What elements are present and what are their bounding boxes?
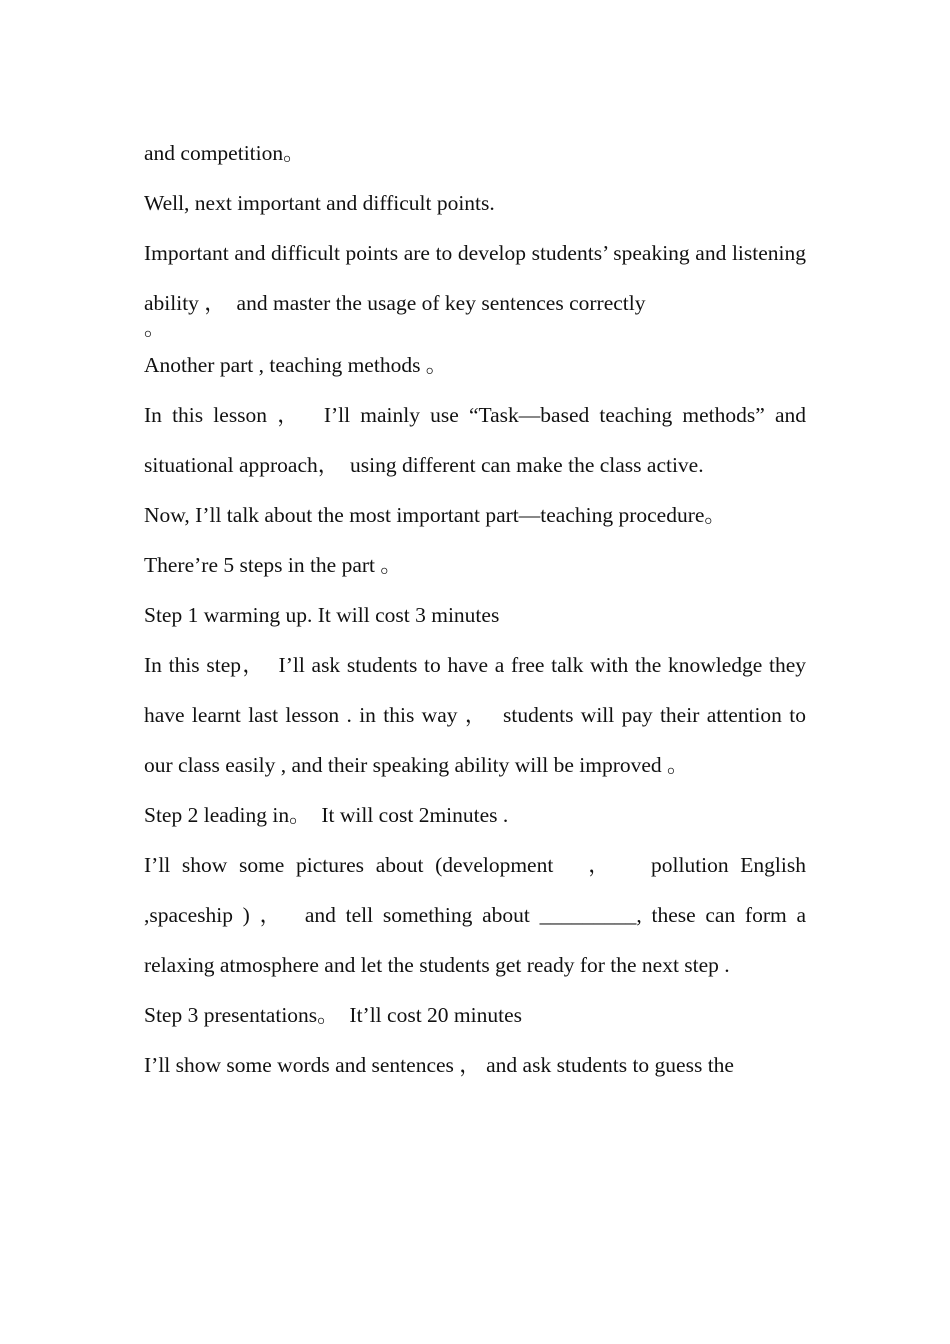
paragraph-tail-mark: 。: [144, 316, 166, 340]
paragraph-step-2-body: I’ll show some pictures about (development ， pollution English ,spaceship ) ， and tell something about _________, these can form a relaxing atmosphere and let the students get ready for the next step .: [144, 853, 806, 977]
paragraph-step-3-body: I’ll show some words and sentences ， and ask students to guess the: [144, 1053, 734, 1077]
document-body: [144, 128, 806, 1090]
paragraph-step-1-heading: Step 1 warming up. It will cost 3 minutes: [144, 603, 500, 627]
paragraph-teaching-methods: In this lesson ， I’ll mainly use “Task—based teaching methods” and situational approach， using different can make the class active.: [144, 403, 806, 477]
paragraph-step-2-heading: Step 2 leading in。 It will cost 2minutes .: [144, 803, 509, 827]
paragraph-teaching-methods-intro: Another part , teaching methods 。: [144, 353, 448, 377]
paragraph-continuation: and competition。: [144, 141, 305, 165]
paragraph-steps-count: There’re 5 steps in the part 。: [144, 553, 402, 577]
paragraph-important-points: Important and difficult points are to develop students’ speaking and listening ability ， and master the usage of key sentences correctly: [144, 241, 806, 315]
paragraph-teaching-procedure-intro: Now, I’ll talk about the most important part—teaching procedure。: [144, 503, 726, 527]
paragraph-important-points-intro: Well, next important and difficult points.: [144, 191, 495, 215]
paragraph-step-3-heading: Step 3 presentations。 It’ll cost 20 minutes: [144, 1003, 522, 1027]
paragraph-step-1-body: In this step， I’ll ask students to have a free talk with the knowledge they have learnt last lesson . in this way ， students will pay their attention to our class easily , and their speaking ability will be improved 。: [144, 653, 806, 777]
